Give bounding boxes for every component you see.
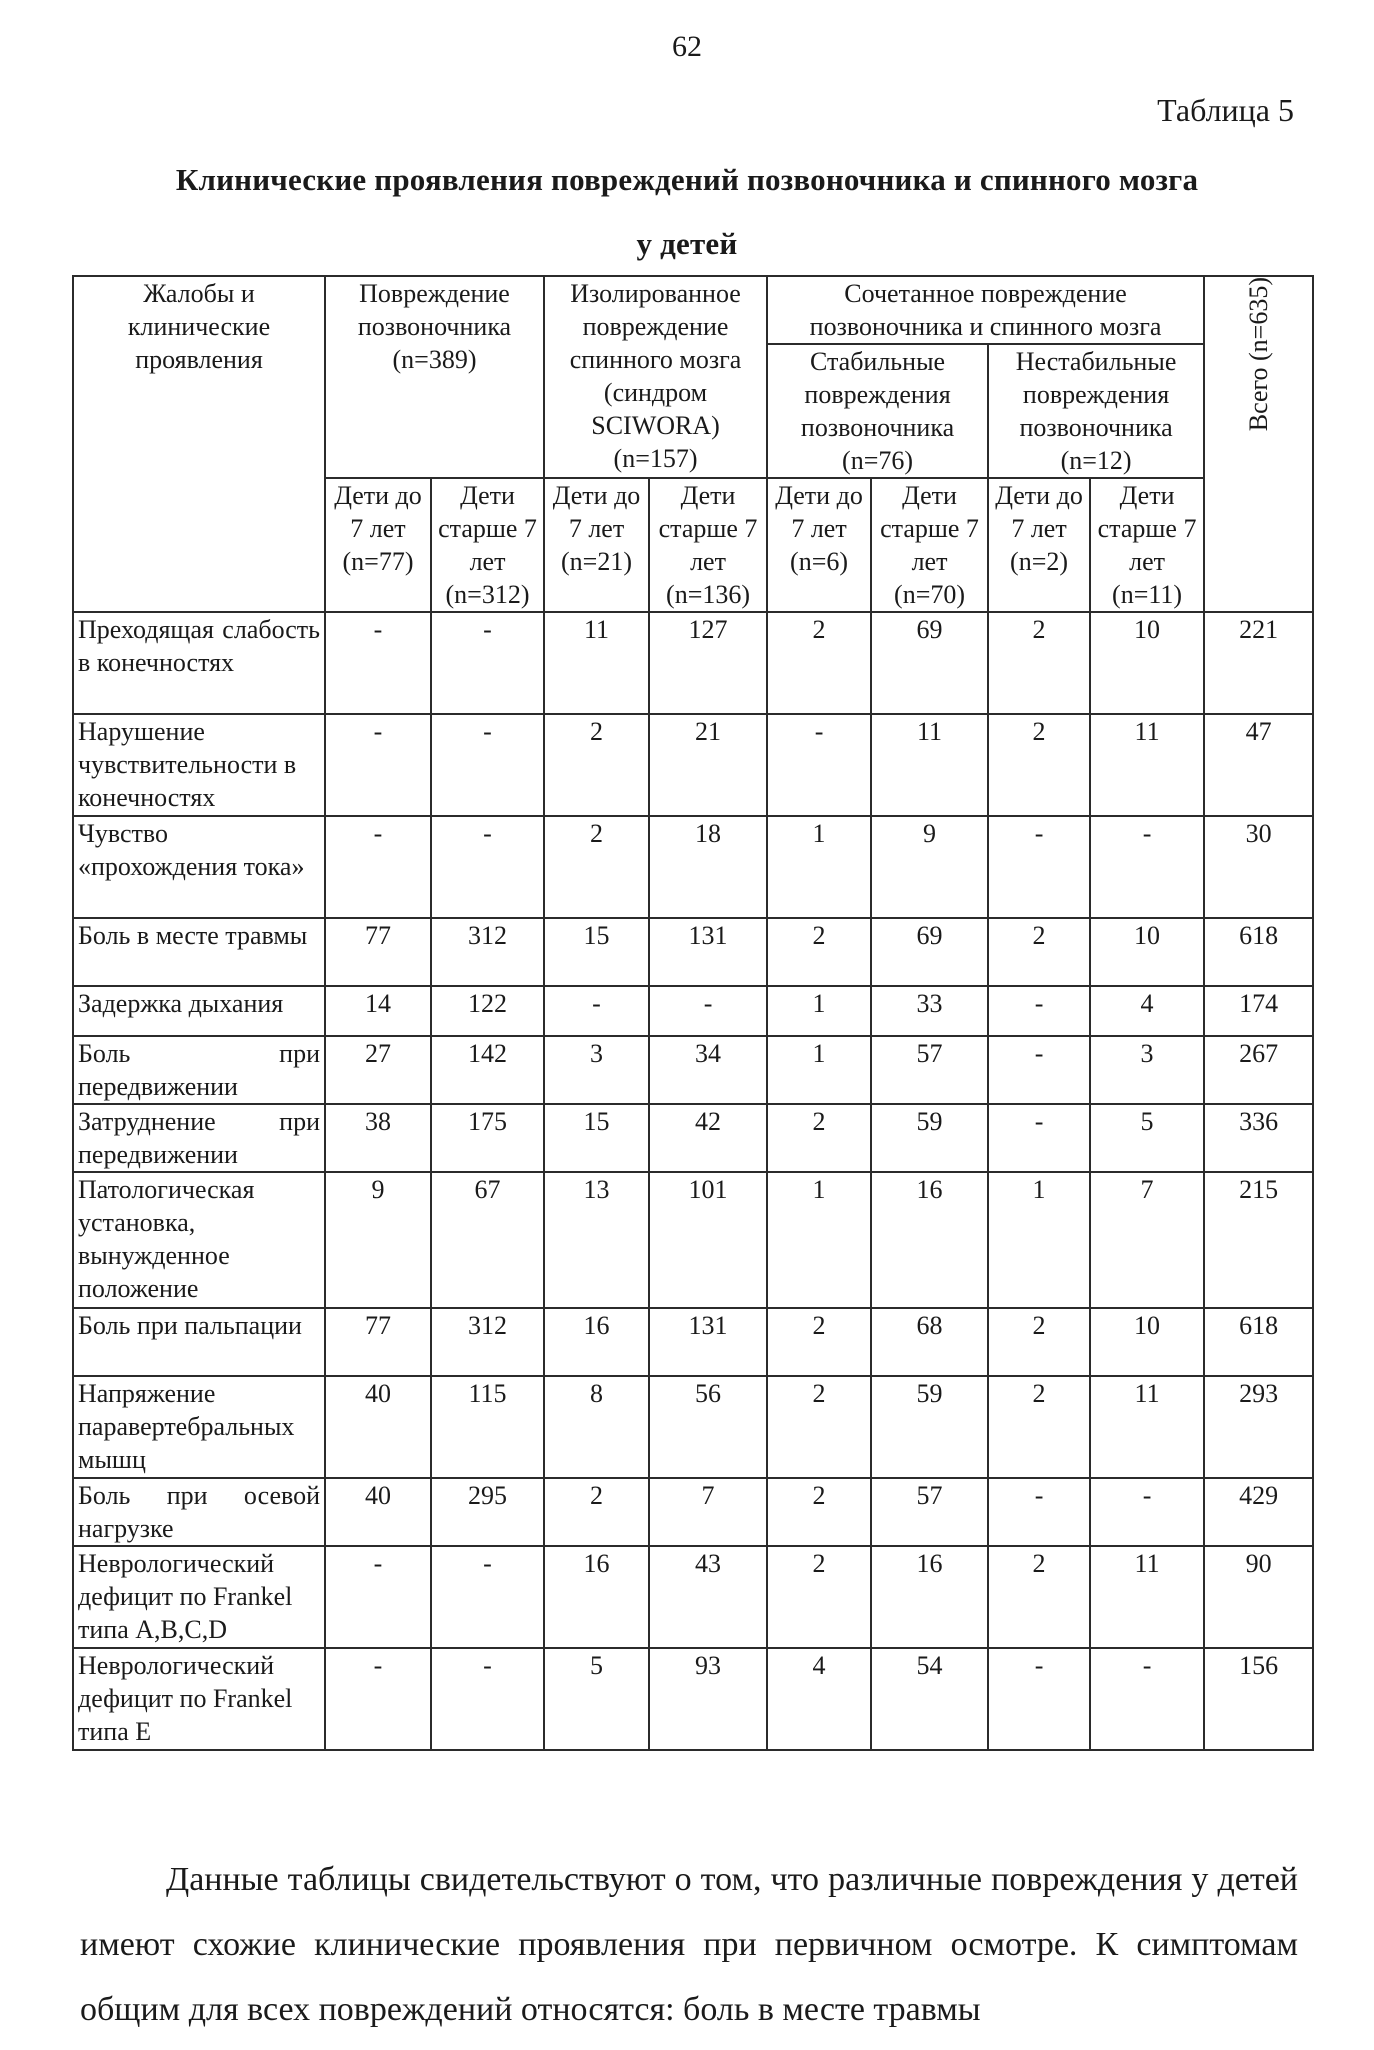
table-cell: 67 [431,1172,544,1308]
table-cell: - [767,714,871,816]
table-cell: 10 [1090,1308,1204,1376]
table-cell: 77 [325,918,431,986]
table-cell: 2 [988,918,1090,986]
table-cell: - [325,1546,431,1648]
header-total-label: Всего (n=635) [1244,277,1274,432]
table-cell: - [431,1546,544,1648]
table-cell: 1 [767,1036,871,1104]
table-row [73,918,1313,986]
header-stable: Стабильные повреждения позвоночника (n=76) [767,344,988,478]
row-label: Чувство «прохождения тока» [73,816,325,918]
header-isolated-sciwora: Изолированное повреждение спинного мозга (синдром SCIWORA) (n=157) [544,276,767,478]
table-cell: 43 [649,1546,767,1648]
table-cell: 122 [431,986,544,1036]
table-cell: - [431,1648,544,1750]
table-cell: - [1090,1478,1204,1546]
table-cell: 77 [325,1308,431,1376]
row-label: Патологическая установка, вынужденное положение [73,1172,325,1308]
header-age-col: Дети до 7 лет (n=6) [767,478,871,612]
table-cell: - [988,1648,1090,1750]
table-cell: 56 [649,1376,767,1478]
table-row [73,1478,1313,1546]
table-cell: 4 [1090,986,1204,1036]
table-cell: - [325,816,431,918]
table-title [0,148,1374,276]
table-cell: - [988,1036,1090,1104]
table-cell: - [988,1478,1090,1546]
row-label: Нарушение чувствительности в конечностях [73,714,325,816]
table-cell: 5 [544,1648,649,1750]
table-cell: 2 [767,1546,871,1648]
table-cell: 11 [544,612,649,714]
table-cell: - [1090,1648,1204,1750]
total-cell: 267 [1204,1036,1313,1104]
table-cell: 115 [431,1376,544,1478]
table-cell: 175 [431,1104,544,1172]
table-cell: 2 [767,1478,871,1546]
table-cell: 57 [871,1478,988,1546]
header-unstable: Нестабильные повреждения позвоночника (n=12) [988,344,1204,478]
table-cell: 16 [544,1308,649,1376]
table-cell: 2 [988,1376,1090,1478]
table-cell: 68 [871,1308,988,1376]
table-cell: 34 [649,1036,767,1104]
header-age-col: Дети старше 7 лет (n=312) [431,478,544,612]
table-cell: 9 [325,1172,431,1308]
table-cell: 93 [649,1648,767,1750]
table-cell: 2 [544,714,649,816]
table-cell: - [1090,816,1204,918]
table-cell: 5 [1090,1104,1204,1172]
table-row [73,986,1313,1036]
table-cell: 40 [325,1478,431,1546]
table-title-line-1: Клинические проявления повреждений позвоночника и спинного мозга [175,162,1199,197]
total-cell: 174 [1204,986,1313,1036]
total-cell: 618 [1204,918,1313,986]
table-row [73,1648,1313,1750]
header-symptoms: Жалобы и клинические проявления [73,276,325,612]
table-cell: - [431,714,544,816]
table-cell: 13 [544,1172,649,1308]
table-cell: 11 [871,714,988,816]
table-cell: 2 [544,1478,649,1546]
table-cell: 7 [649,1478,767,1546]
table-cell: 2 [988,714,1090,816]
header-age-col: Дети старше 7 лет (n=70) [871,478,988,612]
table-cell: 1 [767,986,871,1036]
row-label: Неврологический дефицит по Frankel типа E [73,1648,325,1750]
table-row [73,1172,1313,1308]
table-cell: 9 [871,816,988,918]
table-cell: - [988,986,1090,1036]
table-row [73,714,1313,816]
total-cell: 618 [1204,1308,1313,1376]
header-age-col: Дети до 7 лет (n=21) [544,478,649,612]
table-cell: 1 [767,1172,871,1308]
total-cell: 215 [1204,1172,1313,1308]
table-cell: 7 [1090,1172,1204,1308]
table-cell: 295 [431,1478,544,1546]
table-cell: 33 [871,986,988,1036]
table-cell: 11 [1090,1376,1204,1478]
header-age-col: Дети до 7 лет (n=77) [325,478,431,612]
row-label: Задержка дыхания [73,986,325,1036]
page-number: 62 [672,30,702,63]
table-row [73,1104,1313,1172]
table-cell: 2 [544,816,649,918]
table-row [73,612,1313,714]
table-cell: 312 [431,918,544,986]
table-cell: 4 [767,1648,871,1750]
table-cell: 16 [871,1172,988,1308]
total-cell: 429 [1204,1478,1313,1546]
table-body [73,612,1313,1750]
table-cell: - [325,714,431,816]
table-cell: 2 [767,918,871,986]
table-row [73,1308,1313,1376]
row-label: Боль при осевой нагрузке [73,1478,325,1546]
total-cell: 293 [1204,1376,1313,1478]
table-cell: - [431,816,544,918]
table-cell: 69 [871,612,988,714]
total-cell: 221 [1204,612,1313,714]
total-cell: 336 [1204,1104,1313,1172]
table-row [73,1036,1313,1104]
table-cell: 54 [871,1648,988,1750]
table-cell: - [544,986,649,1036]
table-cell: - [649,986,767,1036]
table-cell: 131 [649,918,767,986]
table-cell: 16 [871,1546,988,1648]
table-cell: 3 [1090,1036,1204,1104]
table-cell: 38 [325,1104,431,1172]
table-cell: 18 [649,816,767,918]
total-cell: 30 [1204,816,1313,918]
table-cell: 59 [871,1376,988,1478]
table-cell: 11 [1090,714,1204,816]
table-cell: 10 [1090,918,1204,986]
row-label: Затруднение при передвижении [73,1104,325,1172]
table-cell: - [988,816,1090,918]
table-cell: 11 [1090,1546,1204,1648]
header-combined-injury: Сочетанное повреждение позвоночника и спинного мозга [767,276,1204,344]
table-cell: 8 [544,1376,649,1478]
row-label: Боль при пальпации [73,1308,325,1376]
table-cell: - [988,1104,1090,1172]
table-cell: 2 [767,1376,871,1478]
header-age-col: Дети до 7 лет (n=2) [988,478,1090,612]
header-age-col: Дети старше 7 лет (n=136) [649,478,767,612]
table-cell: 2 [767,1104,871,1172]
header-spine-injury: Повреждение позвоночника (n=389) [325,276,544,478]
table-cell: 2 [988,612,1090,714]
table-cell: 16 [544,1546,649,1648]
table-cell: 15 [544,918,649,986]
table-cell: 127 [649,612,767,714]
total-cell: 156 [1204,1648,1313,1750]
table-cell: 131 [649,1308,767,1376]
row-label: Боль при передвижении [73,1036,325,1104]
table-row [73,1546,1313,1648]
table-cell: 2 [767,612,871,714]
row-label: Напряжение паравертебральных мышц [73,1376,325,1478]
table-cell: 10 [1090,612,1204,714]
table-header [73,276,1313,612]
table-cell: 2 [988,1546,1090,1648]
table-cell: 57 [871,1036,988,1104]
header-age-col: Дети старше 7 лет (n=11) [1090,478,1204,612]
table-cell: 142 [431,1036,544,1104]
table-cell: 21 [649,714,767,816]
row-label: Неврологический дефицит по Frankel типа A,B,C,D [73,1546,325,1648]
row-label: Преходящая слабость в конечностях [73,612,325,714]
body-paragraph: Данные таблицы свидетельствуют о том, что различные повреждения у детей имеют схожие клинические проявления при первичном осмотре. К симптомам общим для всех повреждений относятся: боль в месте травмы [80,1861,1298,2028]
total-cell: 47 [1204,714,1313,816]
table-row [73,1376,1313,1478]
table-title-line-2: у детей [636,226,738,261]
table-cell: - [431,612,544,714]
total-cell: 90 [1204,1546,1313,1648]
header-total [1204,276,1313,612]
table-cell: 3 [544,1036,649,1104]
table-cell: 1 [988,1172,1090,1308]
table-cell: 1 [767,816,871,918]
symptoms-table [72,275,1314,1751]
table-cell: 312 [431,1308,544,1376]
table-cell: - [325,612,431,714]
table-label: Таблица 5 [1157,92,1294,128]
table-cell: 40 [325,1376,431,1478]
table-cell: 2 [767,1308,871,1376]
table-cell: 101 [649,1172,767,1308]
table-cell: 14 [325,986,431,1036]
table-cell: - [325,1648,431,1750]
table-cell: 69 [871,918,988,986]
table-cell: 59 [871,1104,988,1172]
table-cell: 15 [544,1104,649,1172]
table-cell: 2 [988,1308,1090,1376]
table-cell: 42 [649,1104,767,1172]
table-row [73,816,1313,918]
row-label: Боль в месте травмы [73,918,325,986]
table-cell: 27 [325,1036,431,1104]
